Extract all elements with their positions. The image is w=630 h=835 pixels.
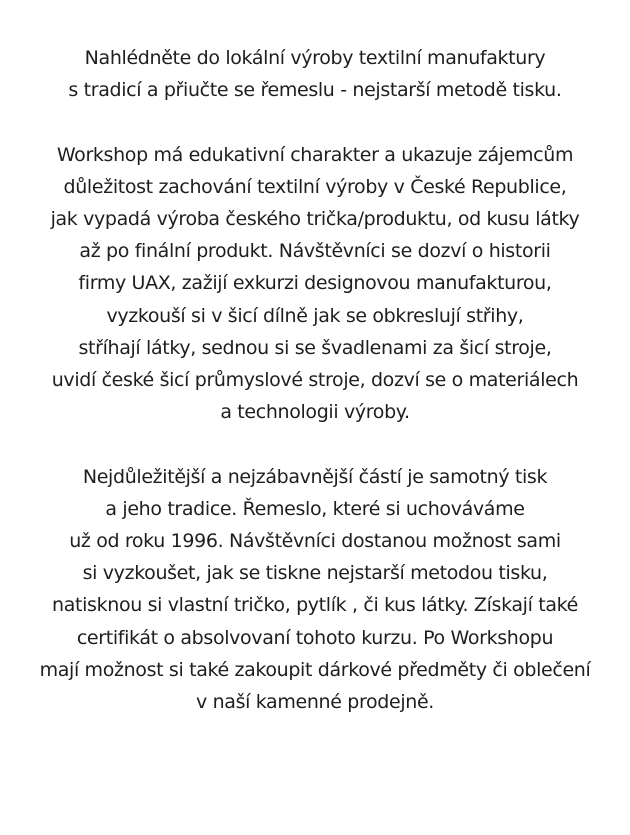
text-line: uvidí české šicí průmyslové stroje, dozví se o materiálech <box>51 369 579 392</box>
text-line: v naší kamenné prodejně. <box>196 691 434 714</box>
text-line: firmy UAX, zažijí exkurzi designovou manufakturou, <box>78 272 552 295</box>
text-line: a technologii výroby. <box>220 401 410 424</box>
text-line: Workshop má edukativní charakter a ukazuje zájemcům <box>56 143 574 166</box>
text-line: certifikát o absolvovaní tohoto kurzu. Po Workshopu <box>76 626 554 649</box>
workshop-paragraph <box>0 139 630 429</box>
text-line: s tradicí a přiučte se řemeslu - nejstarší metodě tisku. <box>68 79 562 102</box>
intro-paragraph <box>0 42 630 106</box>
text-line: a jeho tradice. Řemeslo, které si uchováváme <box>105 497 525 520</box>
text-line: důležitost zachování textilní výroby v České Republice, <box>63 175 567 198</box>
text-line: vyzkouší si v šicí dílně jak se obkreslují střihy, <box>106 304 524 327</box>
text-line: mají možnost si také zakoupit dárkové předměty či oblečení <box>39 658 591 681</box>
text-line: jak vypadá výroba českého trička/produktu, od kusu látky <box>50 208 580 230</box>
text-line: Nejdůležitější a nejzábavnější částí je samotný tisk <box>82 465 548 488</box>
text-line: natisknou si vlastní tričko, pytlík , či kus látky. Získají také <box>52 594 578 617</box>
printing-paragraph <box>0 461 630 719</box>
text-line: už od roku 1996. Návštěvníci dostanou možnost sami <box>69 530 561 553</box>
text-line: si vyzkoušet, jak se tiskne nejstarší metodou tisku, <box>82 562 548 585</box>
text-line: Nahlédněte do lokální výroby textilní manufaktury <box>84 47 546 69</box>
text-line: až po finální produkt. Návštěvníci se dozví o historii <box>79 240 551 263</box>
text-line: stříhají látky, sednou si se švadlenami za šicí stroje, <box>78 336 552 359</box>
